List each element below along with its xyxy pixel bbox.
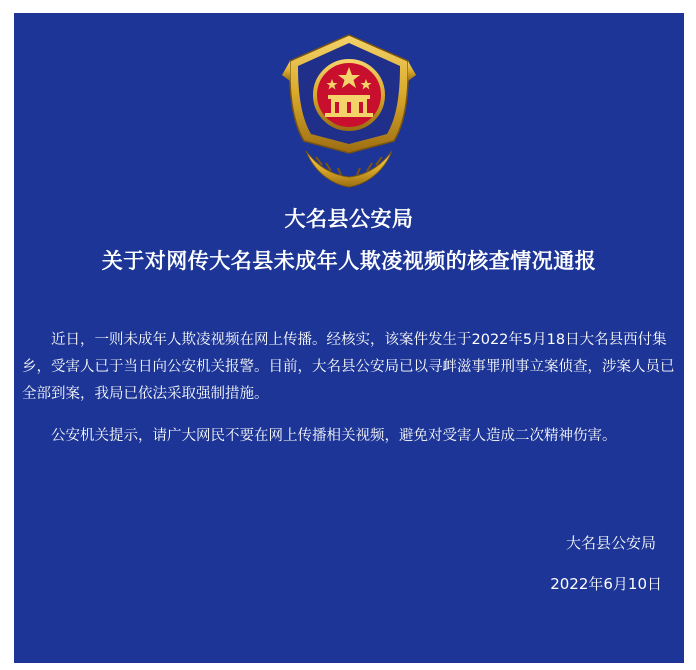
notice-panel [14,13,684,663]
signature-date: 2022年6月10日 [550,575,662,593]
police-badge-icon [276,31,422,191]
body-paragraph: 公安机关提示，请广大网民不要在网上传播相关视频，避免对受害人造成二次精神伤害。 [51,428,617,444]
body-paragraph: 近日，一则未成年人欺凌视频在网上传播。经核实，该案件发生于2022年5月18日大名县西付集乡，受害人已于当日向公安机关报警。目前，大名县公安局已以寻衅滋事罪刑事立案侦查，涉案人员已全部到案，我局已依法采取强制措施。 [22,332,675,402]
page-title: 大名县公安局 [284,207,414,231]
notice-headline: 关于对网传大名县未成年人欺凌视频的核查情况通报 [101,249,597,273]
signature-org: 大名县公安局 [565,534,656,552]
